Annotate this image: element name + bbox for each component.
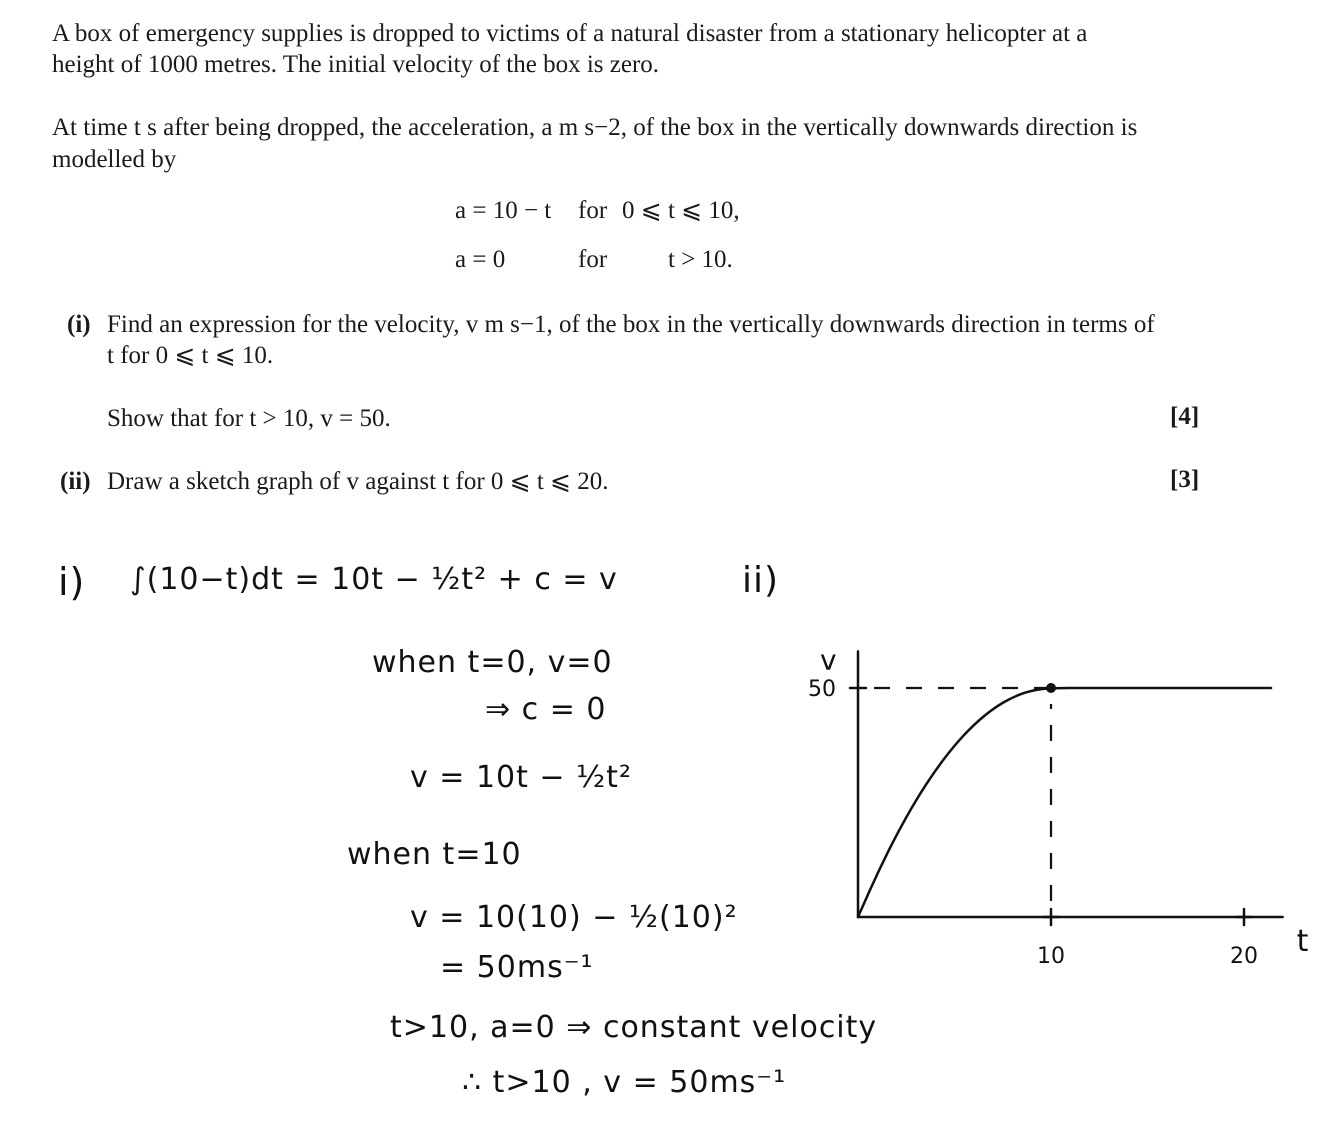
point-10-50 bbox=[1046, 683, 1056, 693]
working-v-expression: v = 10t − ½t² bbox=[410, 760, 632, 795]
x-tick-label: 10 bbox=[1037, 944, 1065, 969]
part-i-marks: [4] bbox=[1170, 403, 1200, 430]
velocity-curve bbox=[858, 688, 1271, 917]
working-when-t0: when t=0, v=0 bbox=[372, 645, 613, 680]
intro-line-1: A box of emergency supplies is dropped to victims of a natural disaster from a stationary helicopter at a bbox=[52, 20, 1088, 47]
part-i-show: Show that for t > 10, v = 50. bbox=[107, 405, 391, 432]
acceleration-line-1: At time t s after being dropped, the acceleration, a m s−2, of the box in the vertically downwards direction is bbox=[52, 114, 1138, 141]
acceleration-line-2: modelled by bbox=[52, 146, 177, 173]
working-when-t10: when t=10 bbox=[347, 837, 522, 872]
working-result: = 50ms⁻¹ bbox=[440, 950, 594, 985]
equation-2-range: t > 10. bbox=[668, 246, 733, 273]
part-ii-marks: [3] bbox=[1170, 466, 1200, 493]
equation-1-lhs: a = 10 − t bbox=[455, 197, 552, 224]
x-tick-label: 20 bbox=[1230, 944, 1258, 969]
part-i-label: (i) bbox=[67, 311, 91, 338]
part-i-line-2: t for 0 ⩽ t ⩽ 10. bbox=[107, 342, 274, 369]
working-label-ii: ii) bbox=[742, 560, 780, 601]
working-label-i: i) bbox=[58, 560, 86, 604]
intro-line-2: height of 1000 metres. The initial velocity of the box is zero. bbox=[52, 51, 660, 78]
working-constant-velocity: t>10, a=0 ⇒ constant velocity bbox=[390, 1010, 878, 1045]
working-conclusion: ∴ t>10 , v = 50ms⁻¹ bbox=[462, 1065, 787, 1100]
x-axis-label: t bbox=[1296, 924, 1309, 959]
y-axis-label: v bbox=[820, 643, 837, 677]
working-integral: ∫(10−t)dt = 10t − ½t² + c = v bbox=[130, 562, 618, 597]
y-tick-label: 50 bbox=[808, 677, 836, 702]
equation-1-range: 0 ⩽ t ⩽ 10, bbox=[622, 197, 740, 224]
part-ii-text: Draw a sketch graph of v against t for 0 ⩽ t ⩽ 20. bbox=[107, 468, 609, 495]
equation-2-lhs: a = 0 bbox=[455, 246, 506, 273]
part-i-line-1: Find an expression for the velocity, v m s−1, of the box in the vertically downwards direction in terms of bbox=[107, 311, 1155, 338]
part-ii-label: (ii) bbox=[60, 468, 91, 495]
equation-2-for: for bbox=[578, 246, 608, 273]
equation-1-for: for bbox=[578, 197, 608, 224]
working-substitution: v = 10(10) − ½(10)² bbox=[410, 900, 738, 935]
working-c-equals-0: ⇒ c = 0 bbox=[485, 692, 607, 727]
